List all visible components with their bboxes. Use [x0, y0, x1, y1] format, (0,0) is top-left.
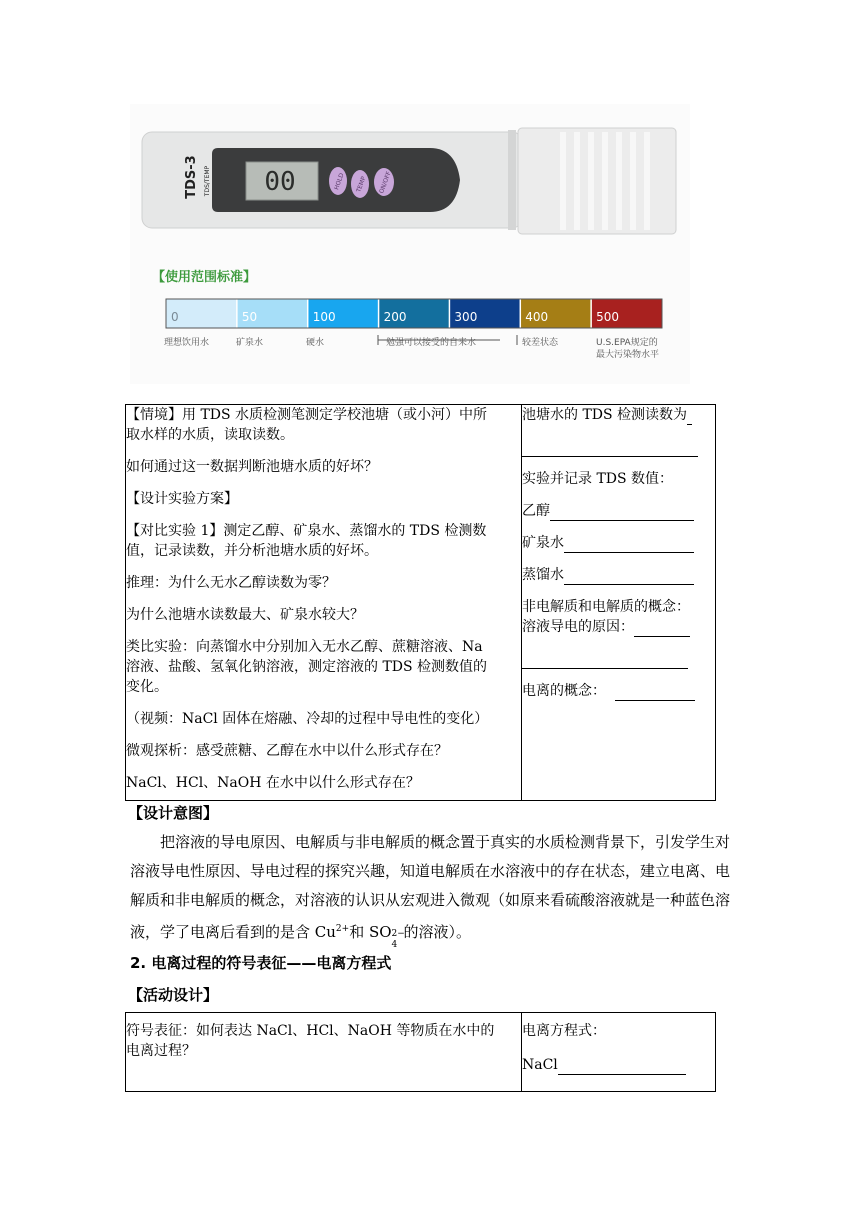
scale-value-label: 400: [525, 310, 549, 324]
scale-value-label: 200: [383, 310, 407, 324]
caption-hard: 硬水: [306, 338, 325, 348]
scale-value-label: 100: [312, 310, 336, 324]
design-intent-line-4: 液，学了电离后看到的是含 $Cu^{2+}$和 SO 2− 4 的溶液）。: [130, 915, 740, 947]
activity-table: [125, 404, 716, 801]
caption-epa-2: 最大污染物水平: [596, 350, 660, 360]
design-intent-line-3: 解质和非电解质的概念，对溶液的认识从宏观进入微观（如原来看硫酸溶液就是一种蓝色溶: [130, 891, 731, 909]
caption-epa-1: U.S.EPA规定的: [596, 338, 658, 348]
experiment1-line-1: 【对比实验 1】测定乙醇、矿泉水、蒸馏水的 TDS 检测数: [126, 523, 487, 539]
question-line: 如何通过这一数据判断池塘水质的好坏？: [126, 459, 378, 475]
device-sublabel: TDS/TEMP: [204, 165, 211, 197]
symbol-line-1: 符号表征：如何表达 NaCl、HCl、NaOH 等物质在水中的: [126, 1023, 495, 1039]
nacl-equation-blank[interactable]: [558, 1059, 686, 1075]
tds-reading-blank-1[interactable]: [687, 409, 692, 425]
tds-reading-label: 池塘水的 TDS 检测读数为: [522, 407, 688, 423]
analog-line-2: 溶液、盐酸、氢氧化钠溶液，测定溶液的 TDS 检测数值的: [126, 659, 488, 675]
analog-line-1: 类比实验：向蒸馏水中分别加入无水乙醇、蔗糖溶液、Na: [126, 639, 483, 655]
caption-poor: 较差状态: [522, 338, 559, 348]
design-intent-line-2: 溶液导电性原因、导电过程的探究兴趣，知道电解质在水溶液中的存在状态，建立电离、电: [130, 862, 731, 880]
distilled-water-blank[interactable]: [564, 569, 694, 585]
conduction-blank-2[interactable]: [522, 653, 688, 669]
micro-line-2: NaCl、HCl、NaOH 在水中以什么形式存在？: [126, 775, 420, 791]
so4-subscript: 4: [391, 940, 398, 950]
ethanol-label: 乙醇: [522, 503, 550, 519]
equation-right-cell: [522, 1013, 716, 1092]
analog-line-3: 变化。: [126, 679, 168, 695]
device-label: TDS-3: [184, 155, 199, 199]
conduction-blank-1[interactable]: [634, 621, 690, 637]
equation-left-cell: [126, 1013, 522, 1092]
distilled-water-label: 蒸馏水: [522, 567, 564, 583]
conduction-reason-label: 溶液导电的原因：: [522, 619, 634, 635]
equation-label: 电离方程式：: [522, 1023, 606, 1039]
section2-heading: 2. 电离过程的符号表征——电离方程式: [130, 954, 392, 972]
ionization-blank[interactable]: [615, 685, 695, 701]
micro-line-1: 微观探析：感受蔗糖、乙醇在水中以什么形式存在？: [126, 743, 448, 759]
scale-bars: [166, 299, 662, 328]
scale-value-label: 0: [171, 310, 179, 324]
design-heading: 【设计实验方案】: [126, 491, 238, 507]
experiment1-line-2: 值，记录读数，并分析池塘水质的好坏。: [126, 543, 378, 559]
caption-ideal: 理想饮用水: [164, 338, 210, 348]
lcd-reading: 00: [264, 167, 296, 197]
scale-value-label: 500: [596, 310, 620, 324]
activity-left-cell: [126, 405, 522, 801]
scale-value-label: 300: [454, 310, 478, 324]
range-title: 【使用范围标准】: [152, 270, 257, 285]
reasoning-line-2: 为什么池塘水读数最大、矿泉水较大？: [126, 607, 364, 623]
power-label: ON/OFF: [378, 170, 393, 195]
so4-charge: 2−: [391, 929, 405, 939]
tds-meter-illustration: [130, 104, 690, 384]
tds-meter-figure: [130, 104, 690, 384]
tds-reading-blank-2[interactable]: [522, 441, 698, 457]
design-intent-line-1: 把溶液的导电原因、电解质与非电解质的概念置于真实的水质检测背景下，引发学生对: [160, 833, 731, 851]
nacl-label: NaCl: [522, 1057, 558, 1073]
temp-label: TEMP: [355, 175, 368, 194]
cu-charge: 2+: [335, 924, 350, 934]
reasoning-line-1: 推理：为什么无水乙醇读数为零？: [126, 575, 336, 591]
caption-tap: 勉强可以接受的自来水: [386, 338, 477, 348]
ethanol-blank[interactable]: [550, 505, 694, 521]
electrolyte-concept-label: 非电解质和电解质的概念：: [522, 599, 690, 615]
scenario-line-2: 取水样的水质，读取读数。: [126, 427, 294, 443]
scenario-line-1: 【情境】用 TDS 水质检测笔测定学校池塘（或小河）中所: [126, 407, 488, 423]
video-line: （视频：NaCl 固体在熔融、冷却的过程中导电性的变化）: [126, 711, 489, 727]
record-tds-label: 实验并记录 TDS 数值：: [522, 471, 674, 487]
caption-mineral: 矿泉水: [236, 338, 264, 348]
design-intent-paragraph: [130, 828, 740, 950]
activity-design-heading: 【活动设计】: [128, 986, 219, 1004]
design-intent-heading: 【设计意图】: [128, 804, 219, 822]
activity-right-cell: [522, 405, 716, 801]
pen-seam: [508, 130, 516, 230]
symbol-line-2: 电离过程？: [126, 1043, 196, 1059]
mineral-water-blank[interactable]: [564, 537, 694, 553]
equation-table: [125, 1012, 716, 1092]
scale-value-label: 50: [241, 310, 258, 324]
pen-cap: [518, 128, 676, 234]
ionization-concept-label: 电离的概念：: [522, 683, 606, 699]
hold-label: HOLD: [333, 172, 346, 191]
mineral-water-label: 矿泉水: [522, 535, 564, 551]
